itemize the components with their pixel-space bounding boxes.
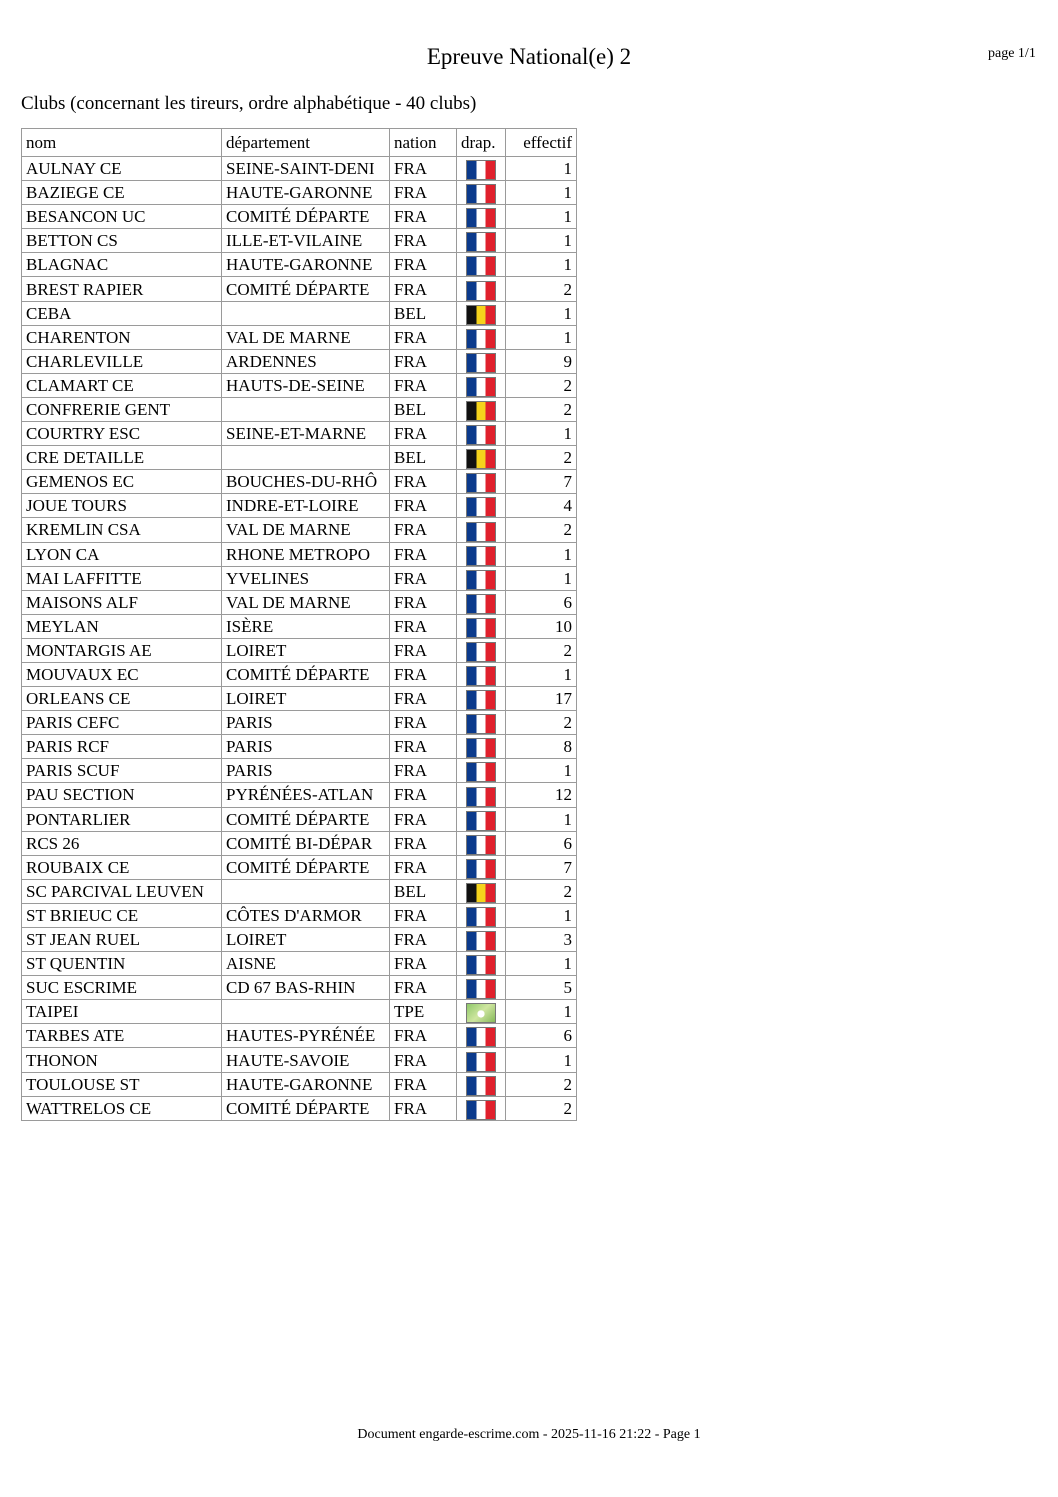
- table-row: [22, 1072, 577, 1096]
- club-name-cell: CHARENTON: [22, 325, 222, 349]
- fra-flag-icon: [466, 835, 496, 855]
- column-header-effectif: effectif: [506, 129, 577, 157]
- nation-cell: BEL: [390, 879, 457, 903]
- table-row: [22, 711, 577, 735]
- department-cell: LOIRET: [222, 687, 390, 711]
- table-row: [22, 518, 577, 542]
- department-cell: [222, 1000, 390, 1024]
- nation-cell: FRA: [390, 855, 457, 879]
- department-cell: LOIRET: [222, 928, 390, 952]
- club-name-cell: MAISONS ALF: [22, 590, 222, 614]
- effectif-cell: 1: [506, 952, 577, 976]
- fra-flag-icon: [466, 1027, 496, 1047]
- club-name-cell: PAU SECTION: [22, 783, 222, 807]
- table-row: [22, 1048, 577, 1072]
- nation-cell: FRA: [390, 157, 457, 181]
- department-cell: AISNE: [222, 952, 390, 976]
- table-row: [22, 277, 577, 301]
- club-name-cell: SC PARCIVAL LEUVEN: [22, 879, 222, 903]
- table-row: [22, 783, 577, 807]
- effectif-cell: 2: [506, 373, 577, 397]
- table-row: [22, 1024, 577, 1048]
- effectif-cell: 9: [506, 349, 577, 373]
- nation-cell: BEL: [390, 446, 457, 470]
- department-cell: [222, 879, 390, 903]
- flag-cell: [457, 711, 506, 735]
- department-cell: PARIS: [222, 759, 390, 783]
- club-name-cell: GEMENOS EC: [22, 470, 222, 494]
- department-cell: SEINE-SAINT-DENI: [222, 157, 390, 181]
- flag-cell: [457, 735, 506, 759]
- fra-flag-icon: [466, 931, 496, 951]
- flag-cell: [457, 1096, 506, 1120]
- fra-flag-icon: [466, 642, 496, 662]
- flag-cell: [457, 1000, 506, 1024]
- fra-flag-icon: [466, 425, 496, 445]
- effectif-cell: 7: [506, 855, 577, 879]
- flag-cell: [457, 855, 506, 879]
- effectif-cell: 1: [506, 759, 577, 783]
- department-cell: SEINE-ET-MARNE: [222, 422, 390, 446]
- effectif-cell: 1: [506, 1048, 577, 1072]
- nation-cell: FRA: [390, 1048, 457, 1072]
- club-name-cell: PARIS CEFC: [22, 711, 222, 735]
- table-row: [22, 301, 577, 325]
- nation-cell: BEL: [390, 397, 457, 421]
- club-name-cell: PARIS RCF: [22, 735, 222, 759]
- document-title: Epreuve National(e) 2: [426, 44, 632, 69]
- nation-cell: FRA: [390, 470, 457, 494]
- effectif-cell: 6: [506, 590, 577, 614]
- effectif-cell: 1: [506, 157, 577, 181]
- nation-cell: FRA: [390, 711, 457, 735]
- nation-cell: FRA: [390, 518, 457, 542]
- fra-flag-icon: [466, 281, 496, 301]
- column-header-nom: nom: [22, 129, 222, 157]
- table-row: [22, 157, 577, 181]
- department-cell: VAL DE MARNE: [222, 590, 390, 614]
- nation-cell: FRA: [390, 928, 457, 952]
- department-cell: HAUTE-GARONNE: [222, 1072, 390, 1096]
- flag-cell: [457, 614, 506, 638]
- club-name-cell: ST QUENTIN: [22, 952, 222, 976]
- department-cell: HAUTS-DE-SEINE: [222, 373, 390, 397]
- fra-flag-icon: [466, 618, 496, 638]
- flag-cell: [457, 301, 506, 325]
- table-row: [22, 855, 577, 879]
- nation-cell: FRA: [390, 590, 457, 614]
- flag-cell: [457, 1048, 506, 1072]
- nation-cell: TPE: [390, 1000, 457, 1024]
- effectif-cell: 12: [506, 783, 577, 807]
- nation-cell: FRA: [390, 253, 457, 277]
- effectif-cell: 1: [506, 301, 577, 325]
- department-cell: CÔTES D'ARMOR: [222, 903, 390, 927]
- department-cell: RHONE METROPO: [222, 542, 390, 566]
- fra-flag-icon: [466, 979, 496, 999]
- department-cell: YVELINES: [222, 566, 390, 590]
- effectif-cell: 5: [506, 976, 577, 1000]
- effectif-cell: 1: [506, 566, 577, 590]
- table-row: [22, 687, 577, 711]
- nation-cell: FRA: [390, 229, 457, 253]
- fra-flag-icon: [466, 907, 496, 927]
- effectif-cell: 17: [506, 687, 577, 711]
- clubs-table: [21, 128, 577, 1121]
- club-name-cell: LYON CA: [22, 542, 222, 566]
- table-row: [22, 253, 577, 277]
- fra-flag-icon: [466, 666, 496, 686]
- nation-cell: FRA: [390, 422, 457, 446]
- fra-flag-icon: [466, 256, 496, 276]
- nation-cell: FRA: [390, 903, 457, 927]
- club-name-cell: BAZIEGE CE: [22, 181, 222, 205]
- department-cell: COMITÉ BI-DÉPAR: [222, 831, 390, 855]
- department-cell: HAUTE-GARONNE: [222, 181, 390, 205]
- table-row: [22, 879, 577, 903]
- flag-cell: [457, 831, 506, 855]
- effectif-cell: 1: [506, 662, 577, 686]
- fra-flag-icon: [466, 738, 496, 758]
- effectif-cell: 1: [506, 325, 577, 349]
- department-cell: PARIS: [222, 711, 390, 735]
- club-name-cell: PONTARLIER: [22, 807, 222, 831]
- department-cell: CD 67 BAS-RHIN: [222, 976, 390, 1000]
- club-name-cell: JOUE TOURS: [22, 494, 222, 518]
- department-cell: COMITÉ DÉPARTE: [222, 1096, 390, 1120]
- table-row: [22, 928, 577, 952]
- tpe-flag-icon: [466, 1003, 496, 1023]
- effectif-cell: 3: [506, 928, 577, 952]
- fra-flag-icon: [466, 208, 496, 228]
- table-row: [22, 1000, 577, 1024]
- flag-cell: [457, 952, 506, 976]
- flag-cell: [457, 229, 506, 253]
- club-name-cell: MOUVAUX EC: [22, 662, 222, 686]
- nation-cell: FRA: [390, 542, 457, 566]
- department-cell: [222, 301, 390, 325]
- flag-cell: [457, 422, 506, 446]
- effectif-cell: 2: [506, 518, 577, 542]
- department-cell: VAL DE MARNE: [222, 518, 390, 542]
- department-cell: PYRÉNÉES-ATLAN: [222, 783, 390, 807]
- table-row: [22, 422, 577, 446]
- department-cell: COMITÉ DÉPARTE: [222, 277, 390, 301]
- fra-flag-icon: [466, 1076, 496, 1096]
- effectif-cell: 2: [506, 638, 577, 662]
- nation-cell: FRA: [390, 735, 457, 759]
- fra-flag-icon: [466, 184, 496, 204]
- page-footer: Document engarde-escrime.com - 2025-11-16 21:22 - Page 1: [357, 1427, 701, 1442]
- effectif-cell: 1: [506, 903, 577, 927]
- flag-cell: [457, 205, 506, 229]
- effectif-cell: 4: [506, 494, 577, 518]
- table-row: [22, 470, 577, 494]
- effectif-cell: 6: [506, 1024, 577, 1048]
- column-header-nation: nation: [390, 129, 457, 157]
- table-caption: Clubs (concernant les tireurs, ordre alphabétique - 40 clubs): [21, 93, 477, 114]
- department-cell: [222, 397, 390, 421]
- flag-cell: [457, 928, 506, 952]
- nation-cell: FRA: [390, 1096, 457, 1120]
- fra-flag-icon: [466, 1100, 496, 1120]
- table-row: [22, 759, 577, 783]
- club-name-cell: CRE DETAILLE: [22, 446, 222, 470]
- fra-flag-icon: [466, 546, 496, 566]
- nation-cell: FRA: [390, 325, 457, 349]
- flag-cell: [457, 807, 506, 831]
- flag-cell: [457, 590, 506, 614]
- department-cell: BOUCHES-DU-RHÔ: [222, 470, 390, 494]
- effectif-cell: 2: [506, 446, 577, 470]
- department-cell: VAL DE MARNE: [222, 325, 390, 349]
- effectif-cell: 1: [506, 253, 577, 277]
- nation-cell: FRA: [390, 687, 457, 711]
- bel-flag-icon: [466, 883, 496, 903]
- club-name-cell: ST JEAN RUEL: [22, 928, 222, 952]
- club-name-cell: SUC ESCRIME: [22, 976, 222, 1000]
- department-cell: COMITÉ DÉPARTE: [222, 205, 390, 229]
- effectif-cell: 1: [506, 807, 577, 831]
- club-name-cell: CHARLEVILLE: [22, 349, 222, 373]
- flag-cell: [457, 157, 506, 181]
- table-row: [22, 397, 577, 421]
- club-name-cell: RCS 26: [22, 831, 222, 855]
- flag-cell: [457, 976, 506, 1000]
- fra-flag-icon: [466, 232, 496, 252]
- club-name-cell: KREMLIN CSA: [22, 518, 222, 542]
- flag-cell: [457, 1024, 506, 1048]
- department-cell: LOIRET: [222, 638, 390, 662]
- nation-cell: FRA: [390, 1072, 457, 1096]
- club-name-cell: THONON: [22, 1048, 222, 1072]
- fra-flag-icon: [466, 859, 496, 879]
- club-name-cell: CEBA: [22, 301, 222, 325]
- table-row: [22, 566, 577, 590]
- fra-flag-icon: [466, 329, 496, 349]
- department-cell: ARDENNES: [222, 349, 390, 373]
- bel-flag-icon: [466, 401, 496, 421]
- flag-cell: [457, 349, 506, 373]
- fra-flag-icon: [466, 714, 496, 734]
- column-header-drapeau: drap.: [457, 129, 506, 157]
- flag-cell: [457, 494, 506, 518]
- flag-cell: [457, 542, 506, 566]
- department-cell: PARIS: [222, 735, 390, 759]
- table-row: [22, 903, 577, 927]
- flag-cell: [457, 518, 506, 542]
- flag-cell: [457, 325, 506, 349]
- department-cell: COMITÉ DÉPARTE: [222, 807, 390, 831]
- department-cell: HAUTE-SAVOIE: [222, 1048, 390, 1072]
- fra-flag-icon: [466, 570, 496, 590]
- fra-flag-icon: [466, 762, 496, 782]
- nation-cell: FRA: [390, 952, 457, 976]
- nation-cell: FRA: [390, 759, 457, 783]
- fra-flag-icon: [466, 160, 496, 180]
- flag-cell: [457, 1072, 506, 1096]
- effectif-cell: 8: [506, 735, 577, 759]
- effectif-cell: 1: [506, 1000, 577, 1024]
- department-cell: ISÈRE: [222, 614, 390, 638]
- nation-cell: FRA: [390, 831, 457, 855]
- club-name-cell: MEYLAN: [22, 614, 222, 638]
- nation-cell: FRA: [390, 783, 457, 807]
- page-number: page 1/1: [988, 46, 1036, 61]
- club-name-cell: AULNAY CE: [22, 157, 222, 181]
- club-name-cell: ROUBAIX CE: [22, 855, 222, 879]
- nation-cell: BEL: [390, 301, 457, 325]
- effectif-cell: 1: [506, 181, 577, 205]
- effectif-cell: 10: [506, 614, 577, 638]
- fra-flag-icon: [466, 353, 496, 373]
- club-name-cell: CLAMART CE: [22, 373, 222, 397]
- nation-cell: FRA: [390, 976, 457, 1000]
- club-name-cell: WATTRELOS CE: [22, 1096, 222, 1120]
- effectif-cell: 2: [506, 711, 577, 735]
- table-body: [22, 157, 577, 1121]
- fra-flag-icon: [466, 1052, 496, 1072]
- flag-cell: [457, 759, 506, 783]
- fra-flag-icon: [466, 473, 496, 493]
- table-row: [22, 1096, 577, 1120]
- nation-cell: FRA: [390, 277, 457, 301]
- table-row: [22, 590, 577, 614]
- flag-cell: [457, 566, 506, 590]
- table-row: [22, 952, 577, 976]
- fra-flag-icon: [466, 377, 496, 397]
- table-row: [22, 349, 577, 373]
- club-name-cell: BREST RAPIER: [22, 277, 222, 301]
- table-row: [22, 494, 577, 518]
- club-name-cell: TOULOUSE ST: [22, 1072, 222, 1096]
- nation-cell: FRA: [390, 494, 457, 518]
- club-name-cell: ORLEANS CE: [22, 687, 222, 711]
- club-name-cell: BETTON CS: [22, 229, 222, 253]
- flag-cell: [457, 470, 506, 494]
- flag-cell: [457, 253, 506, 277]
- table-header-row: [22, 129, 577, 157]
- fra-flag-icon: [466, 811, 496, 831]
- department-cell: [222, 446, 390, 470]
- department-cell: INDRE-ET-LOIRE: [222, 494, 390, 518]
- club-name-cell: TAIPEI: [22, 1000, 222, 1024]
- table-row: [22, 542, 577, 566]
- fra-flag-icon: [466, 787, 496, 807]
- table-row: [22, 181, 577, 205]
- nation-cell: FRA: [390, 1024, 457, 1048]
- nation-cell: FRA: [390, 373, 457, 397]
- table-row: [22, 325, 577, 349]
- flag-cell: [457, 879, 506, 903]
- nation-cell: FRA: [390, 181, 457, 205]
- effectif-cell: 2: [506, 397, 577, 421]
- table-row: [22, 662, 577, 686]
- effectif-cell: 7: [506, 470, 577, 494]
- table-row: [22, 831, 577, 855]
- nation-cell: FRA: [390, 566, 457, 590]
- club-name-cell: MAI LAFFITTE: [22, 566, 222, 590]
- nation-cell: FRA: [390, 638, 457, 662]
- club-name-cell: CONFRERIE GENT: [22, 397, 222, 421]
- nation-cell: FRA: [390, 614, 457, 638]
- table-row: [22, 229, 577, 253]
- table-row: [22, 807, 577, 831]
- department-cell: ILLE-ET-VILAINE: [222, 229, 390, 253]
- fra-flag-icon: [466, 594, 496, 614]
- nation-cell: FRA: [390, 349, 457, 373]
- flag-cell: [457, 638, 506, 662]
- effectif-cell: 1: [506, 205, 577, 229]
- fra-flag-icon: [466, 690, 496, 710]
- effectif-cell: 2: [506, 277, 577, 301]
- effectif-cell: 2: [506, 879, 577, 903]
- club-name-cell: BLAGNAC: [22, 253, 222, 277]
- effectif-cell: 1: [506, 422, 577, 446]
- flag-cell: [457, 783, 506, 807]
- nation-cell: FRA: [390, 662, 457, 686]
- department-cell: COMITÉ DÉPARTE: [222, 855, 390, 879]
- club-name-cell: PARIS SCUF: [22, 759, 222, 783]
- table-row: [22, 735, 577, 759]
- effectif-cell: 1: [506, 229, 577, 253]
- club-name-cell: BESANCON UC: [22, 205, 222, 229]
- fra-flag-icon: [466, 497, 496, 517]
- flag-cell: [457, 277, 506, 301]
- flag-cell: [457, 446, 506, 470]
- fra-flag-icon: [466, 522, 496, 542]
- bel-flag-icon: [466, 305, 496, 325]
- table-row: [22, 976, 577, 1000]
- club-name-cell: ST BRIEUC CE: [22, 903, 222, 927]
- nation-cell: FRA: [390, 205, 457, 229]
- department-cell: HAUTES-PYRÉNÉE: [222, 1024, 390, 1048]
- club-name-cell: COURTRY ESC: [22, 422, 222, 446]
- table-row: [22, 446, 577, 470]
- table-row: [22, 205, 577, 229]
- department-cell: COMITÉ DÉPARTE: [222, 662, 390, 686]
- table-row: [22, 373, 577, 397]
- effectif-cell: 1: [506, 542, 577, 566]
- flag-cell: [457, 181, 506, 205]
- department-cell: HAUTE-GARONNE: [222, 253, 390, 277]
- flag-cell: [457, 903, 506, 927]
- flag-cell: [457, 397, 506, 421]
- flag-cell: [457, 687, 506, 711]
- effectif-cell: 6: [506, 831, 577, 855]
- table-row: [22, 638, 577, 662]
- nation-cell: FRA: [390, 807, 457, 831]
- flag-cell: [457, 662, 506, 686]
- flag-cell: [457, 373, 506, 397]
- effectif-cell: 2: [506, 1096, 577, 1120]
- fra-flag-icon: [466, 955, 496, 975]
- club-name-cell: MONTARGIS AE: [22, 638, 222, 662]
- table-row: [22, 614, 577, 638]
- club-name-cell: TARBES ATE: [22, 1024, 222, 1048]
- column-header-departement: département: [222, 129, 390, 157]
- effectif-cell: 2: [506, 1072, 577, 1096]
- bel-flag-icon: [466, 449, 496, 469]
